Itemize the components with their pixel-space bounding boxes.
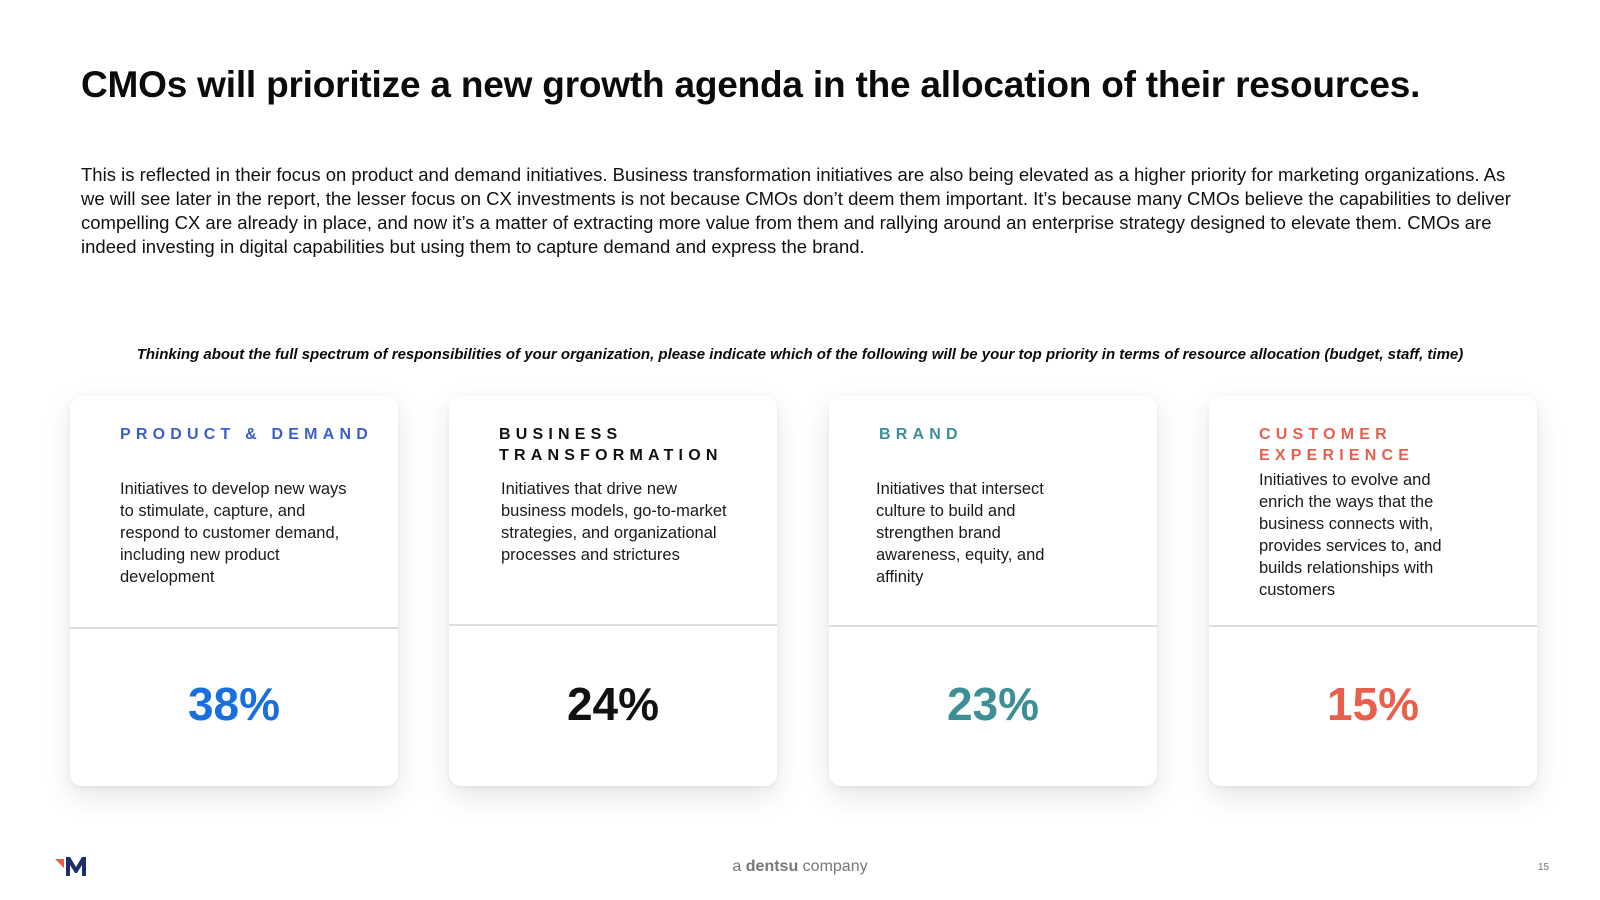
card-business-transformation <box>449 396 777 786</box>
card-category: BRAND <box>879 426 963 443</box>
card-percentage: 15% <box>1326 678 1420 730</box>
card-divider <box>70 627 398 629</box>
card-description: Initiatives that drive new business models, go-to-market strategies, and organizational processes and strictures <box>501 480 727 564</box>
brand-suffix: company <box>802 858 868 875</box>
card-percentage: 24% <box>566 678 660 730</box>
card-divider <box>449 624 777 626</box>
card-category: BUSINESS TRANSFORMATION <box>499 426 723 464</box>
brand-prefix: a <box>732 858 742 875</box>
card-divider <box>829 625 1157 627</box>
survey-question: Thinking about the full spectrum of responsibilities of your organization, please indicate which of the following will be your top priority in terms of resource allocation (budget, staff, time) <box>136 346 1464 363</box>
slide-title: CMOs will prioritize a new growth agenda in the allocation of their resources. <box>81 64 1421 105</box>
card-category: PRODUCT & DEMAND <box>120 426 373 443</box>
card-description: Initiatives to develop new ways to stimulate, capture, and respond to customer demand, including new product development <box>120 480 347 586</box>
card-divider <box>1209 625 1537 627</box>
card-brand <box>829 396 1157 786</box>
card-description: Initiatives that intersect culture to build and strengthen brand awareness, equity, and affinity <box>876 480 1045 586</box>
card-product-demand <box>70 396 398 786</box>
intro-paragraph: This is reflected in their focus on product and demand initiatives. Business transformation initiatives are also being elevated as a higher priority for marketing organizations. As we will see later in the report, the lesser focus on CX investments is not because CMOs don’t deem them important. It’s because many CMOs believe the capabilities to deliver compelling CX are already in place, and now it’s a matter of extracting more value from them and rallying around an enterprise strategy designed to elevate them. CMOs are indeed investing in digital capabilities but using them to capture demand and express the brand. <box>81 164 1511 257</box>
card-customer-experience <box>1209 396 1537 786</box>
card-description: Initiatives to evolve and enrich the ways that the business connects with, provides services to, and builds relationships with customers <box>1259 471 1442 599</box>
card-category: CUSTOMER EXPERIENCE <box>1259 426 1415 464</box>
card-percentage: 38% <box>187 678 281 730</box>
dentsu-company-tagline <box>0 858 1600 876</box>
card-percentage: 23% <box>946 678 1040 730</box>
page-number: 15 <box>1538 862 1550 873</box>
brand-name: dentsu <box>745 858 799 875</box>
